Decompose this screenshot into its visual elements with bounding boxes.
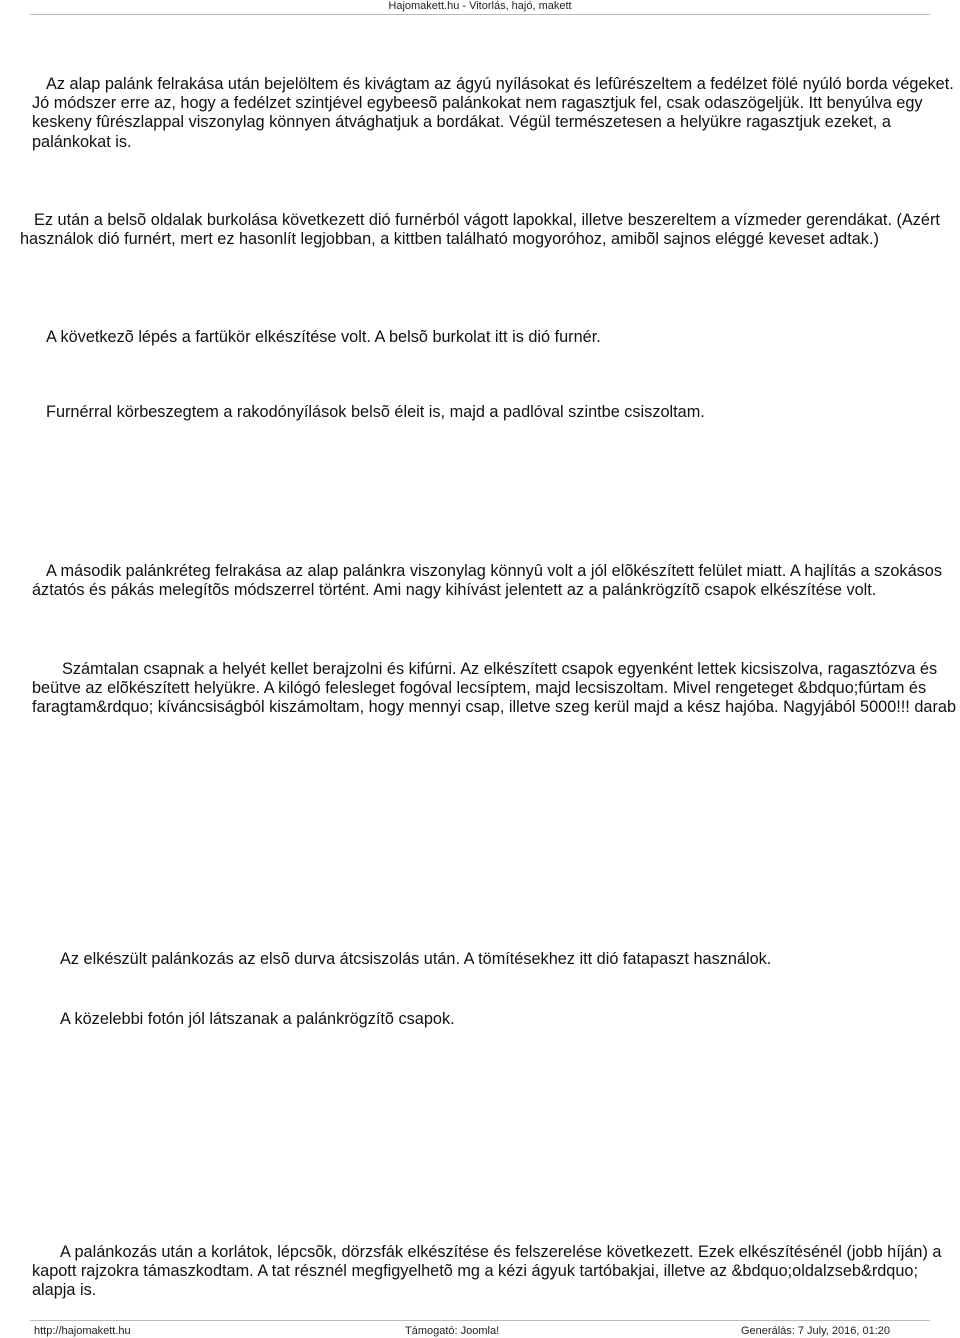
footer-divider: [30, 1320, 930, 1321]
paragraph-text: Az alap palánk felrakása után bejelöltem és kivágtam az ágyú nyílásokat és lefûrészeltem a fedélzet fölé nyúló borda végeket. Jó módszer erre az, hogy a fedélzet szintjével egybeesõ palánkokat nem ragasztjuk fel, csak odaszögeljük. Itt benyúlva egy keskeny fûrészlappal viszonylag könnyen átvághatjuk a bordákat. Végül természetesen a helyükre ragasztjuk ezeket, a palánkokat is.: [32, 75, 954, 151]
paragraph-sanding: [60, 950, 960, 969]
paragraph-railings: [32, 1243, 960, 1301]
page-header-title: Hajomakett.hu - Vitorlás, hajó, makett: [388, 0, 572, 12]
footer-generated: Generálás: 7 July, 2016, 01:20: [741, 1325, 891, 1337]
footer-sponsor: Támogató: Joomla!: [405, 1325, 500, 1337]
paragraph-text: A következõ lépés a fartükör elkészítése volt. A belsõ burkolat itt is dió furnér.: [46, 328, 601, 346]
paragraph-planking-first-layer: [32, 75, 960, 152]
paragraph-treenails: [32, 660, 960, 718]
paragraph-second-planking: [32, 562, 960, 600]
footer-url: http://hajomakett.hu: [34, 1325, 131, 1337]
paragraph-text: Számtalan csapnak a helyét kellet berajzolni és kifúrni. Az elkészített csapok egyenként lettek kicsiszolva, ragasztózva és beütve az elõkészített helyükre. A kilógó felesleget fogóval lecsíptem, majd lecsiszoltam. Mivel rengeteget &bdquo;fúrtam és faragtam&rdquo; kíváncsiságból kiszámoltam, hogy mennyi csap, illetve szeg kerül majd a kész hajóba. Nagyjából 5000!!! darab: [32, 660, 956, 717]
paragraph-hatch-edges: [46, 403, 960, 422]
paragraph-text: Az elkészült palánkozás az elsõ durva átcsiszolás után. A tömítésekhez itt dió fatapaszt használok.: [60, 950, 772, 968]
paragraph-inner-cladding: [20, 211, 955, 249]
paragraph-text: Furnérral körbeszegtem a rakodónyílások belsõ éleit is, majd a padlóval szintbe csiszoltam.: [46, 403, 705, 421]
paragraph-transom: [46, 328, 960, 347]
paragraph-text: A második palánkréteg felrakása az alap palánkra viszonylag könnyû volt a jól elõkészített felület miatt. A hajlítás a szokásos áztatós és pákás melegítõs módszerrel történt. Ami nagy kihívást jelentett az a palánkrögzítõ csapok elkészítése volt.: [32, 562, 942, 600]
paragraph-text: A palánkozás után a korlátok, lépcsõk, dörzsfák elkészítése és felszerelése következett. Ezek elkészítésénél (jobb híján) a kapott rajzokra támaszkodtam. A tat résznél megfigyelhetõ mg a kézi ágyuk tartóbakjai, illetve az &bdquo;oldalzseb&rdquo; alapja is.: [32, 1243, 942, 1300]
paragraph-text: Ez után a belsõ oldalak burkolása következett dió furnérból vágott lapokkal, illetve beszereltem a vízmeder gerendákat. (Azért használok dió furnért, mert ez hasonlít legjobban, a kittben található mogyoróhoz, amibõl sajnos eléggé keveset adtak.): [20, 211, 940, 249]
paragraph-text: A közelebbi fotón jól látszanak a palánkrögzítõ csapok.: [60, 1010, 455, 1028]
header-divider: [30, 14, 930, 15]
paragraph-closeup-photo: [60, 1010, 960, 1029]
